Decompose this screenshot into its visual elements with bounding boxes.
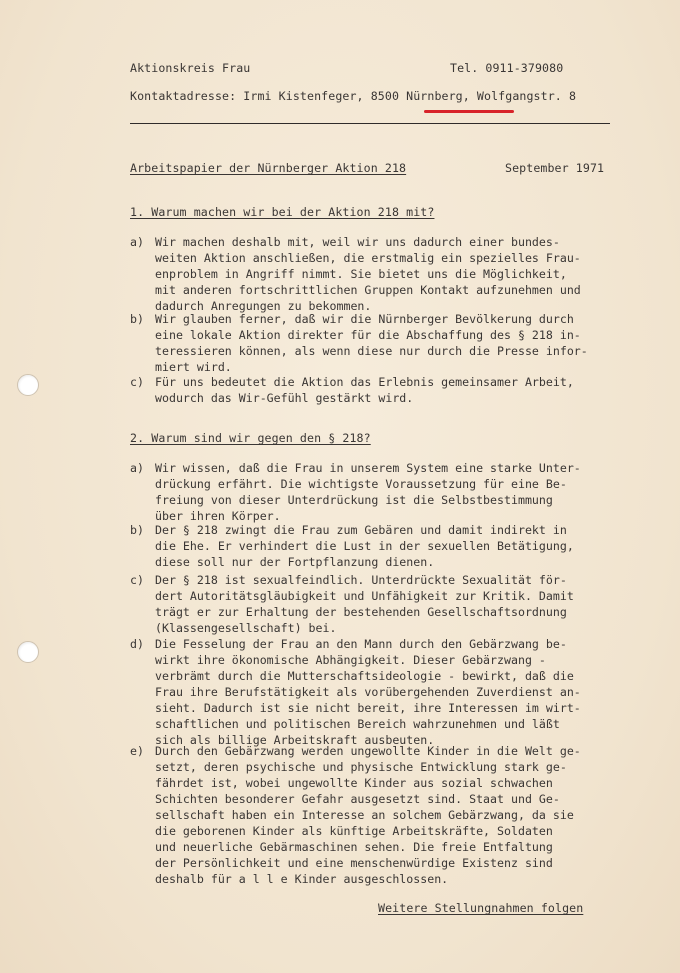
item-text: Der § 218 zwingt die Frau zum Gebären und damit indirekt in die Ehe. Er verhindert die Lust in der sexuellen Betätigung, diese soll nur der Fortpflanzung dienen. [155, 523, 574, 569]
contact-address: Kontaktadresse: Irmi Kistenfeger, 8500 Nürnberg, Wolfgangstr. 8 [130, 89, 577, 103]
item-text: Wir machen deshalb mit, weil wir uns dadurch einer bundes- weiten Aktion anschließen, die erstmalig ein spezielles Frau- enproblem in Angriff nimmt. Sie bietet uns die Möglichkeit, mit anderen fortschrittlichen Gruppen Kontakt aufzunehmen und dadurch Anregungen zu bekommen. [155, 235, 581, 313]
item-text: Für uns bedeutet die Aktion das Erlebnis gemeinsamer Arbeit, wodurch das Wir-Gefühl gestärkt wird. [155, 375, 574, 405]
section-2-heading: 2. Warum sind wir gegen den § 218? [130, 431, 371, 445]
item-label: a) [130, 235, 144, 249]
item-text: Wir glauben ferner, daß wir die Nürnberger Bevölkerung durch eine lokale Aktion direkter für die Abschaffung des § 218 in- teressieren können, als wenn diese nur durch die Presse infor- miert wird. [155, 312, 588, 374]
item-label: b) [130, 523, 144, 537]
header-divider [130, 123, 610, 124]
item-text: Der § 218 ist sexualfeindlich. Unterdrückte Sexualität för- dert Autoritätsgläubigkeit und Unfähigkeit zur Kritik. Damit trägt er zur Erhaltung der bestehenden Gesellschaftsordnung (Klassengesellschaft) bei. [155, 573, 574, 635]
phone-number: Tel. 0911-379080 [450, 61, 564, 75]
item-label: d) [130, 637, 144, 651]
item-label: b) [130, 312, 144, 326]
item-text: Wir wissen, daß die Frau in unserem System eine starke Unter- drückung erfährt. Die wichtigste Voraussetzung für eine Be- freiung von dieser Unterdrückung ist die Selbstbestimmung über ihren Körper. [155, 461, 581, 523]
item-label: e) [130, 744, 144, 758]
section-1-heading: 1. Warum machen wir bei der Aktion 218 mit? [130, 205, 435, 219]
org-name: Aktionskreis Frau [130, 61, 251, 75]
item-label: c) [130, 573, 144, 587]
punch-hole-bottom [17, 641, 39, 663]
red-underline-mark [424, 110, 514, 113]
document-date: September 1971 [505, 161, 605, 175]
punch-hole-top [17, 374, 39, 396]
item-text: Durch den Gebärzwang werden ungewollte Kinder in die Welt ge- setzt, deren psychische und physische Entwicklung stark ge- fährdet ist, wobei ungewollte Kinder aus sozial schwachen Schichten besonderer Gefahr ausgesetzt sind. Staat und Ge- sellschaft haben ein Interesse an solchem Gebärzwang, da sie die geborenen Kinder als künftige Arbeitskräfte, Soldaten und neuerliche Gebärmaschinen sehen. Die freie Entfaltung der Persönlichkeit und eine menschenwürdige Existenz sind deshalb für a l l e Kinder ausgeschlossen. [155, 744, 581, 886]
footer-note: Weitere Stellungnahmen folgen [378, 901, 584, 915]
document-title: Arbeitspapier der Nürnberger Aktion 218 [130, 161, 407, 175]
item-text: Die Fesselung der Frau an den Mann durch den Gebärzwang be- wirkt ihre ökonomische Abhängigkeit. Dieser Gebärzwang - verbrämt durch die Mutterschaftsideologie - bewirkt, daß die Frau ihre Berufstätigkeit als vorübergehenden Zuverdienst an- sieht. Dadurch ist sie nicht bereit, ihre Interessen im wirt- schaftlichen und politischen Bereich wahrzunehmen und läßt sich als billige Arbeitskraft ausbeuten. [155, 637, 581, 747]
item-label: a) [130, 461, 144, 475]
item-label: c) [130, 375, 144, 389]
